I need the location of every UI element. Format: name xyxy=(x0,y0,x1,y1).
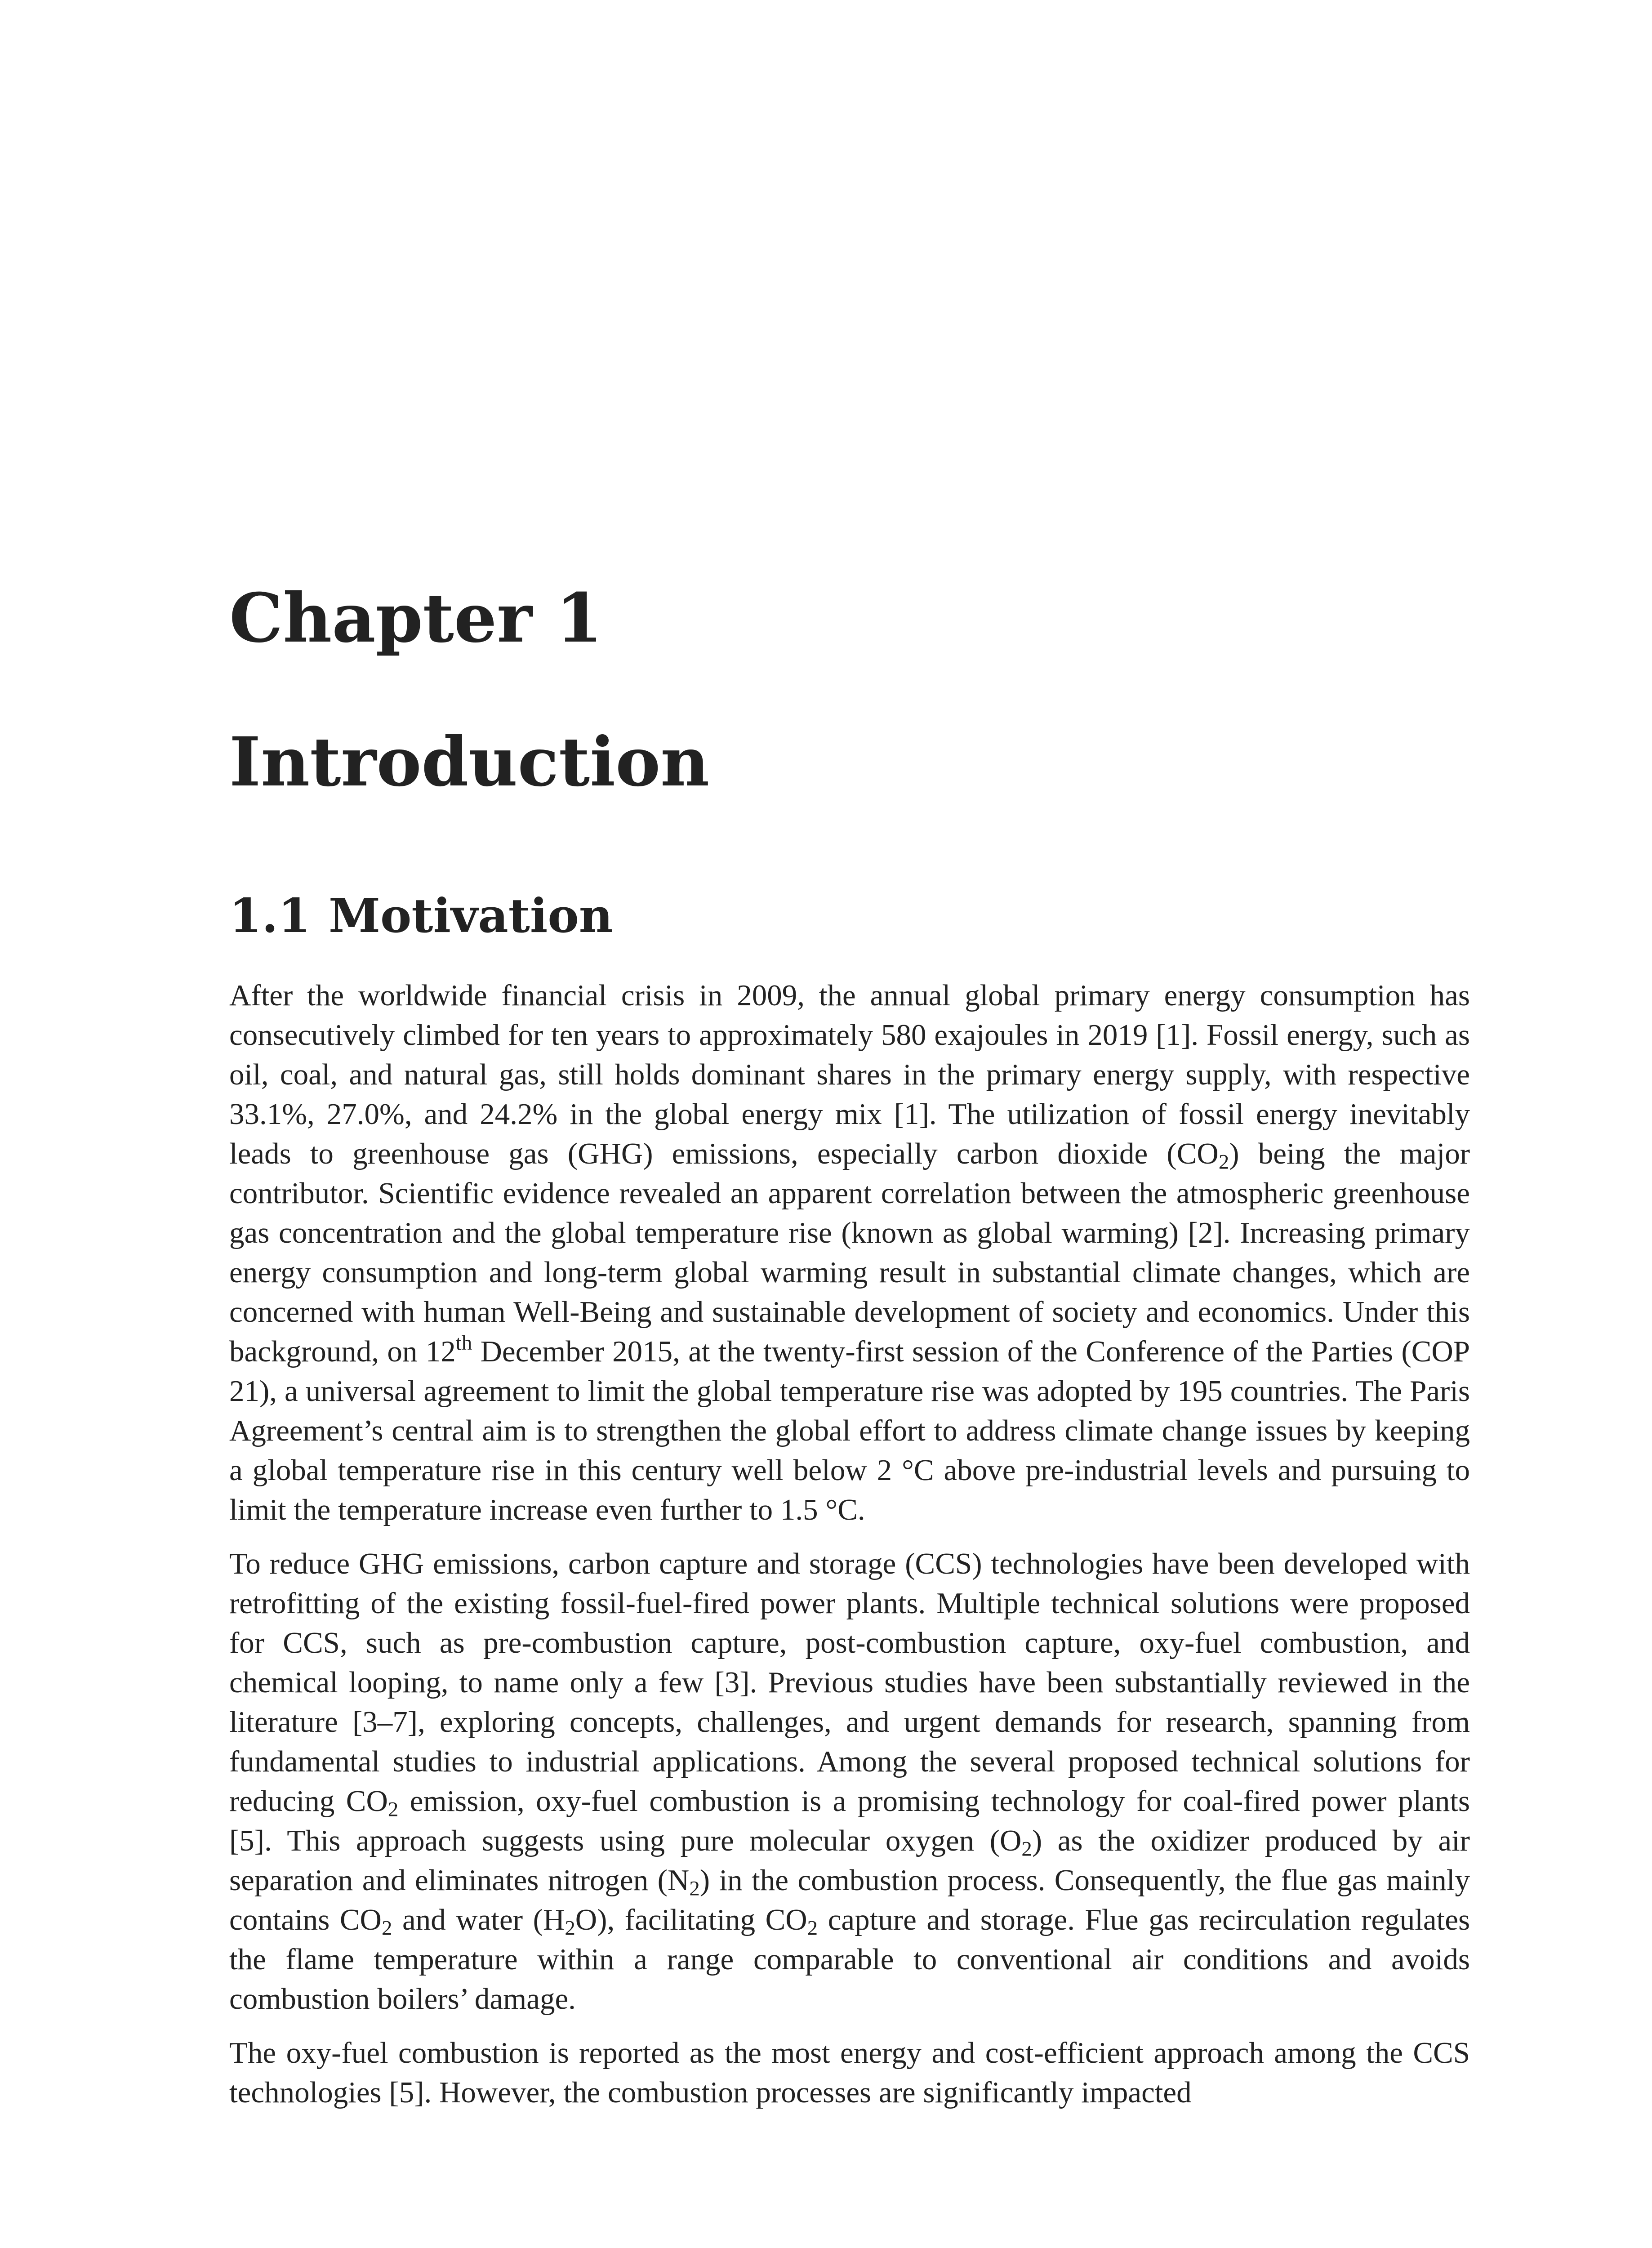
text-run: emission, oxy-fuel combustion is a promising technology for coal-fired power plants [5]. This approach suggests using pure molecular oxygen (O xyxy=(229,1784,1470,1857)
section-heading xyxy=(229,888,613,943)
text-run: O), facilitating CO xyxy=(575,1903,807,1936)
chapter-title: Introduction xyxy=(229,723,710,802)
text-run: After the worldwide financial crisis in 2009, the annual global primary energy consumption has consecutively climbed for ten years to approximately 580 exajoules in 2019 [1]. Fossil energy, such as oil, coal, and natural gas, still holds dominant shares in the primary energy supply, with respective 33.1%, 27.0%, and 24.2% in the global energy mix [1]. The utilization of fossil energy inevitably leads to greenhouse gas (GHG) emissions, especially carbon dioxide (CO xyxy=(229,979,1470,1170)
text-run: The oxy-fuel combustion is reported as the most energy and cost-efficient approach among the CCS technologies [5]. However, the combustion processes are significantly impacted xyxy=(229,2036,1470,2109)
subscript: 2 xyxy=(1218,1150,1229,1174)
text-run: and water (H xyxy=(392,1903,565,1936)
text-run: ) in the combustion process. Consequently, the flue gas mainly contains CO xyxy=(229,1864,1470,1936)
text-run: December 2015, at the twenty-first session of the Conference of the Parties (COP 21), a universal agreement to limit the global temperature rise was adopted by 195 countries. The Paris Agreement’s central aim is to strengthen the global effort to address climate change issues by keeping a global temperature rise in this century well below 2 °C above pre-industrial levels and pursuing to limit the temperature increase even further to 1.5 °C. xyxy=(229,1335,1470,1526)
chapter-label: Chapter 1 xyxy=(229,579,603,658)
text-run: ) as the oxidizer produced by air separation and eliminates nitrogen (N xyxy=(229,1824,1470,1897)
text-run: capture and storage. Flue gas recirculation regulates the flame temperature within a range comparable to conventional air conditions and avoids combustion boilers’ damage. xyxy=(229,1903,1470,2016)
body-text xyxy=(229,976,1470,2127)
section-title: Motivation xyxy=(328,888,613,943)
paragraph xyxy=(229,2033,1470,2112)
subscript: 2 xyxy=(381,1916,392,1940)
subscript: 2 xyxy=(1021,1837,1032,1861)
superscript: th xyxy=(455,1331,472,1355)
subscript: 2 xyxy=(387,1798,399,1821)
subscript: 2 xyxy=(565,1916,575,1940)
paragraph xyxy=(229,976,1470,1530)
text-run: To reduce GHG emissions, carbon capture and storage (CCS) technologies have been developed with retrofitting of the existing fossil-fuel-fired power plants. Multiple technical solutions were proposed for CCS, such as pre-combustion capture, post-combustion capture, oxy-fuel combustion, and chemical looping, to name only a few [3]. Previous studies have been substantially reviewed in the literature [3–7], exploring concepts, challenges, and urgent demands for research, spanning from fundamental studies to industrial applications. Among the several proposed technical solutions for reducing CO xyxy=(229,1547,1470,1818)
paragraph xyxy=(229,1544,1470,2019)
text-run: ) being the major contributor. Scientific evidence revealed an apparent correlation between the atmospheric greenhouse gas concentration and the global temperature rise (known as global warming) [2]. Increasing primary energy consumption and long-term global warming result in substantial climate changes, which are concerned with human Well-Being and sustainable development of society and economics. Under this background, on 12 xyxy=(229,1137,1470,1368)
section-number: 1.1 xyxy=(229,888,311,943)
subscript: 2 xyxy=(807,1916,818,1940)
subscript: 2 xyxy=(689,1877,700,1900)
